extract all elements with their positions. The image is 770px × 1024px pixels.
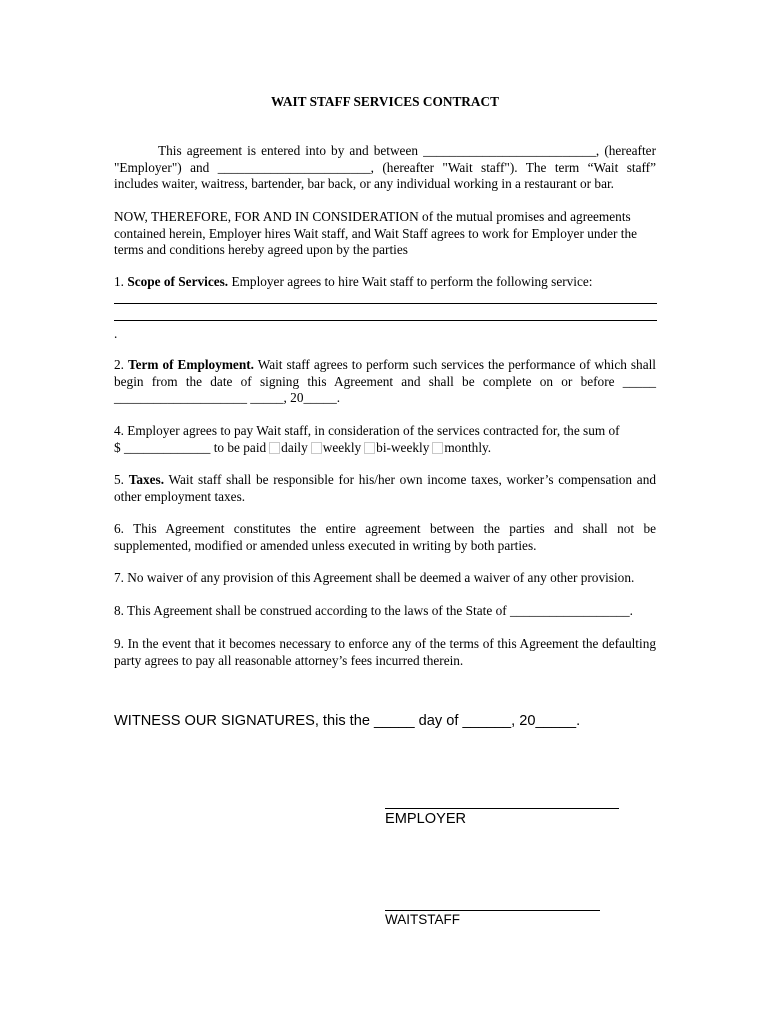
monthly-checkbox[interactable] <box>432 442 443 454</box>
monthly-label: monthly. <box>444 439 492 455</box>
section-9: 9. In the event that it becomes necessary to enforce any of the terms of this Agreement the defaulting party agrees to pay all reasonable attorney’s fees incurred therein. <box>114 636 656 668</box>
section-5 <box>114 472 656 505</box>
daily-label: daily <box>281 439 308 455</box>
section-4 <box>114 423 656 456</box>
service-blank-line-1[interactable] <box>114 303 657 304</box>
waitstaff-signature-line[interactable] <box>385 910 600 911</box>
section-6: 6. This Agreement constitutes the entire agreement between the parties and shall not be supplemented, modified or amended unless executed in writing by both parties. <box>114 521 656 553</box>
section-5-heading: Taxes. <box>128 472 165 487</box>
service-blank-line-2[interactable] <box>114 320 657 321</box>
document-title: WAIT STAFF SERVICES CONTRACT <box>271 94 499 109</box>
section-2-number: 2. <box>114 357 124 372</box>
section-2-heading: Term of Employment. <box>127 357 254 372</box>
waitstaff-label: WAITSTAFF <box>385 912 460 927</box>
intro-text: This agreement is entered into by and between __________________________, (hereafter "Employer") and _______________________, (hereafter "Wait staff"). The term “Wait staff” includes waiter, waitress, bartender, bar back, or any individual working in a restaurant or bar. <box>114 143 656 191</box>
section-4-line: 4. Employer agrees to pay Wait staff, in consideration of the services contracted for, the sum of <box>114 423 620 438</box>
employer-signature-line[interactable] <box>385 808 619 809</box>
weekly-checkbox[interactable] <box>311 442 322 454</box>
witness-line: WITNESS OUR SIGNATURES, this the _____ day of ______, 20_____. <box>114 713 581 729</box>
section-5-text: Wait staff shall be responsible for his/her own income taxes, worker’s compensation and other employment taxes. <box>114 472 656 504</box>
section-1-number: 1. <box>114 274 124 289</box>
section-5-number: 5. <box>114 472 124 487</box>
section-1-heading: Scope of Services. <box>127 274 229 289</box>
bi-weekly-checkbox[interactable] <box>364 442 375 454</box>
intro-paragraph <box>114 143 656 193</box>
section-2-text: Wait staff agrees to perform such services the performance of which shall begin from the date of signing this Agreement and shall be complete on or before _____ ____________________ _____, 20_____. <box>114 357 656 405</box>
section-4-amount: $ _____________ to be paid <box>114 439 267 455</box>
consideration-paragraph: NOW, THEREFORE, FOR AND IN CONSIDERATION of the mutual promises and agreements contained herein, Employer hires Wait staff, and Wait Staff agrees to work for Employer under the terms and conditions hereby agreed upon by the parties <box>114 209 638 257</box>
employer-label: EMPLOYER <box>385 811 467 827</box>
section-7: 7. No waiver of any provision of this Agreement shall be deemed a waiver of any other provision. <box>114 570 635 585</box>
section-1-text: Employer agrees to hire Wait staff to perform the following service: <box>231 274 593 289</box>
section-8: 8. This Agreement shall be construed according to the laws of the State of __________________. <box>114 603 633 618</box>
section-1 <box>114 274 656 291</box>
bi-weekly-label: bi-weekly <box>376 439 430 455</box>
section-2 <box>114 357 656 407</box>
section-1-end-dot: . <box>114 326 118 341</box>
daily-checkbox[interactable] <box>269 442 280 454</box>
weekly-label: weekly <box>322 439 362 455</box>
